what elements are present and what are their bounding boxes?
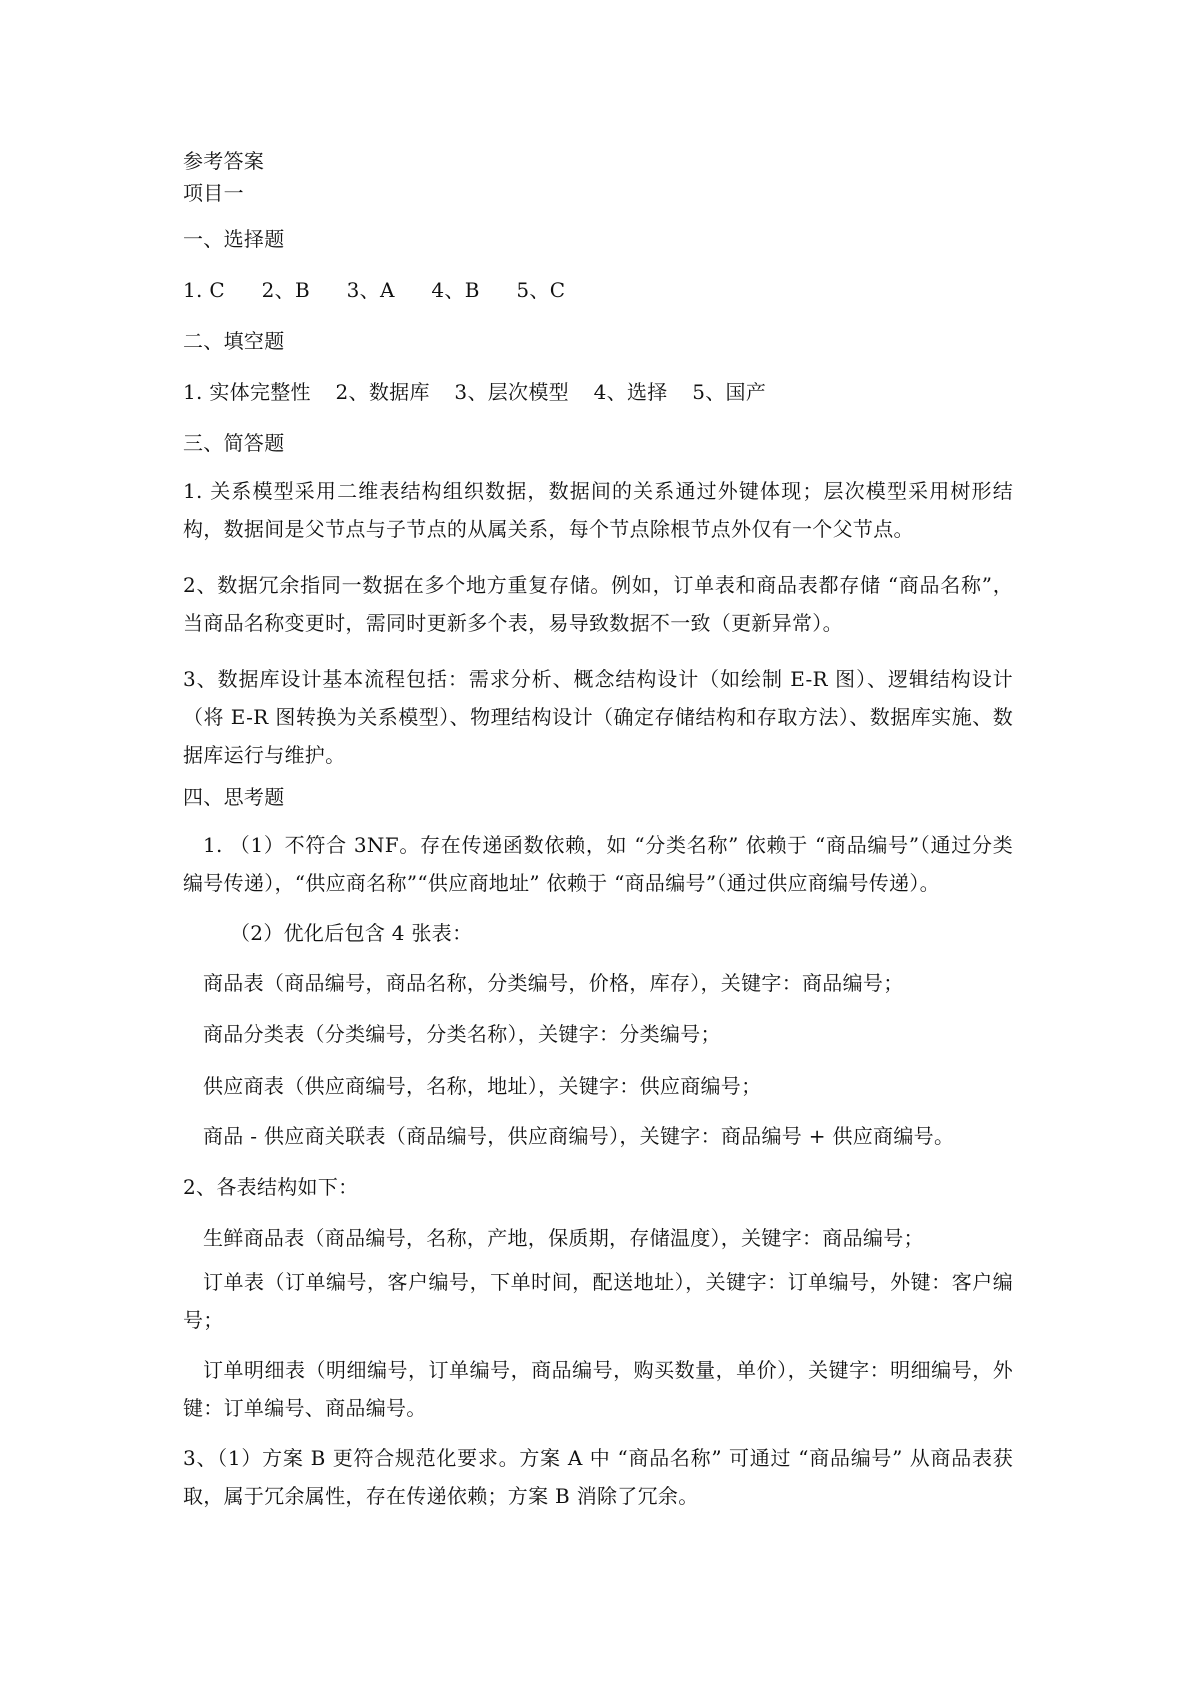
table-line: 生鲜商品表（商品编号，名称，产地，保质期，存储温度），关键字：商品编号； — [203, 1226, 924, 1250]
project-title: 项目一 — [183, 181, 244, 205]
short-answer-3: 3、数据库设计基本流程包括：需求分析、概念结构设计（如绘制 E-R 图）、逻辑结构设计（将 E-R 图转换为关系模型）、物理结构设计（确定存储结构和存取方法）、数据库实施、数据库运行与维护。 — [183, 667, 1013, 767]
doc-title: 参考答案 — [183, 149, 265, 173]
table-line: 供应商表（供应商编号，名称，地址），关键字：供应商编号； — [203, 1074, 762, 1098]
choice-answer: 5、C — [516, 278, 566, 302]
think-answer-1-part1: 1. （1）不符合 3NF。存在传递函数依赖，如 “分类名称” 依赖于 “商品编号”（通过分类编号传递），“供应商名称”“供应商地址” 依赖于 “商品编号”（通过供应商编号传递）。 — [183, 833, 1013, 895]
think-answer-1-part2: （2）优化后包含 4 张表： — [230, 921, 473, 945]
table-line: 商品分类表（分类编号，分类名称），关键字：分类编号； — [203, 1022, 721, 1046]
table-line: 订单明细表（明细编号，订单编号，商品编号，购买数量，单价），关键字：明细编号，外键：订单编号、商品编号。 — [183, 1358, 1013, 1420]
section2-heading: 二、填空题 — [183, 329, 285, 353]
short-answer-2: 2、数据冗余指同一数据在多个地方重复存储。例如，订单表和商品表都存储 “商品名称”，当商品名称变更时，需同时更新多个表，易导致数据不一致（更新异常）。 — [183, 573, 1013, 635]
choice-answer: 3、A — [346, 278, 395, 302]
section3-heading: 三、简答题 — [183, 431, 285, 455]
table-line: 商品表（商品编号，商品名称，分类编号，价格，库存），关键字：商品编号； — [203, 971, 904, 995]
short-answer-1: 1. 关系模型采用二维表结构组织数据，数据间的关系通过外键体现；层次模型采用树形结构，数据间是父节点与子节点的从属关系，每个节点除根节点外仅有一个父节点。 — [183, 479, 1013, 541]
think-answer-3: 3、（1）方案 B 更符合规范化要求。方案 A 中 “商品名称” 可通过 “商品编号” 从商品表获取，属于冗余属性，存在传递依赖；方案 B 消除了冗余。 — [183, 1446, 1013, 1508]
section1-heading: 一、选择题 — [183, 227, 285, 251]
table-line: 订单表（订单编号，客户编号，下单时间，配送地址），关键字：订单编号，外键：客户编号； — [183, 1270, 1013, 1332]
choice-answer: 1. C — [183, 278, 225, 302]
blank-answer: 1. 实体完整性 — [183, 380, 311, 404]
blank-answer: 5、国产 — [692, 380, 767, 404]
choice-answers — [183, 275, 1013, 305]
blank-answer: 3、层次模型 — [454, 380, 569, 404]
blank-answers — [183, 377, 1013, 407]
choice-answer: 4、B — [431, 278, 480, 302]
section4-heading: 四、思考题 — [183, 785, 285, 809]
table-line: 商品 - 供应商关联表（商品编号，供应商编号），关键字：商品编号 + 供应商编号。 — [203, 1124, 955, 1148]
blank-answer: 4、选择 — [593, 380, 668, 404]
think-answer-2-intro: 2、各表结构如下： — [183, 1175, 359, 1199]
blank-answer: 2、数据库 — [335, 380, 430, 404]
choice-answer: 2、B — [261, 278, 310, 302]
